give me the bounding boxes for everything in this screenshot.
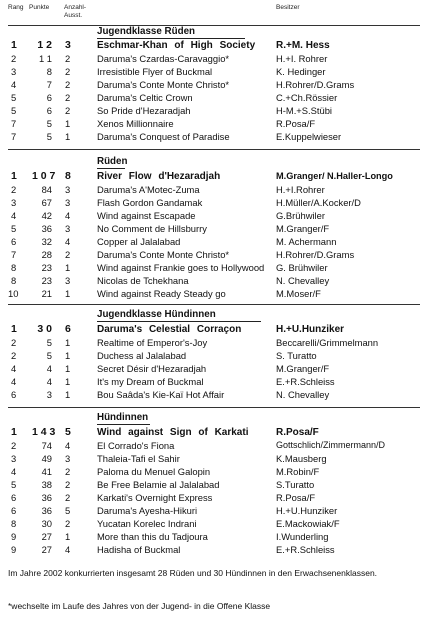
owner-cell: H.+U.Hunziker	[276, 505, 338, 516]
rang-cell: 4	[11, 363, 17, 374]
owner-cell: M.Granger/F	[276, 363, 330, 374]
table-row	[0, 362, 427, 375]
table-row	[0, 388, 427, 401]
owner-cell: M.Granger/ N.Haller-Longo	[276, 171, 393, 181]
rang-cell: 3	[11, 197, 17, 208]
owner-cell: M. Achermann	[276, 236, 337, 247]
table-row	[0, 78, 427, 91]
dog-name-cell: Karkati's Overnight Express	[97, 492, 213, 503]
anzahl-cell: 4	[65, 440, 71, 451]
owner-cell: R.Posa/F	[276, 492, 316, 503]
dog-name-cell: Duchess al Jalalabad	[97, 350, 187, 361]
table-row	[0, 336, 427, 349]
punkte-cell: 36	[41, 223, 52, 234]
rang-cell: 1	[11, 323, 17, 335]
owner-cell: M.Robin/F	[276, 466, 320, 477]
punkte-cell: 5	[46, 131, 52, 142]
punkte-cell: 27	[41, 531, 52, 542]
punkte-cell: 5	[46, 337, 52, 348]
anzahl-cell: 5	[65, 426, 71, 438]
anzahl-cell: 3	[65, 275, 71, 286]
rang-cell: 7	[11, 249, 17, 260]
anzahl-cell: 5	[65, 505, 71, 516]
dog-name-cell: Bou Saâda's Kie-Kaï Hot Affair	[97, 389, 225, 400]
owner-cell: R.Posa/F	[276, 427, 319, 438]
table-row	[0, 517, 427, 530]
table-row	[0, 183, 427, 196]
rang-cell: 7	[11, 118, 17, 129]
punkte-cell: 23	[41, 262, 52, 273]
section-underline	[97, 424, 150, 425]
owner-cell: H.Rohrer/D.Grams	[276, 79, 355, 90]
rang-cell: 3	[11, 66, 17, 77]
dog-name-cell: Wind against Ready Steady go	[97, 288, 226, 299]
dog-name-cell: Daruma's Ayesha-Hikuri	[97, 505, 198, 516]
punkte-cell: 21	[41, 288, 52, 299]
rang-cell: 4	[11, 210, 17, 221]
punkte-cell: 32	[41, 236, 52, 247]
dog-name-cell: Daruma's Conte Monte Christo*	[97, 79, 230, 90]
dog-name-cell: River Flow d'Hezaradjah	[97, 171, 221, 182]
rang-cell: 10	[8, 288, 19, 299]
dog-name-cell: Wind against Sign of Karkati	[97, 427, 249, 438]
punkte-cell: 6	[46, 105, 52, 116]
punkte-cell: 36	[41, 505, 52, 516]
table-row	[0, 91, 427, 104]
table-row	[0, 261, 427, 274]
table-row	[0, 375, 427, 388]
anzahl-cell: 4	[65, 210, 71, 221]
owner-cell: I.Wunderling	[276, 531, 329, 542]
anzahl-cell: 2	[65, 479, 71, 490]
owner-cell: Gottschlich/Zimmermann/D	[276, 440, 386, 450]
dog-name-cell: Daruma's Celtic Crown	[97, 92, 193, 103]
rang-cell: 1	[11, 426, 17, 438]
punkte-cell: 1 2	[37, 39, 52, 51]
section-divider	[8, 149, 420, 150]
table-row	[0, 530, 427, 543]
dog-name-cell: Nicolas de Tchekhana	[97, 275, 189, 286]
table-row	[0, 491, 427, 504]
anzahl-cell: 2	[65, 466, 71, 477]
owner-cell: K. Hedinger	[276, 66, 326, 77]
dog-name-cell: Daruma's A'Motec-Zuma	[97, 184, 200, 195]
dog-name-cell: Eschmar-Khan of High Society	[97, 40, 256, 51]
punkte-cell: 1 4 3	[32, 426, 56, 438]
punkte-cell: 36	[41, 492, 52, 503]
anzahl-cell: 8	[65, 170, 71, 182]
owner-cell: E.Mackowiak/F	[276, 518, 340, 529]
rang-cell: 8	[11, 518, 17, 529]
table-row	[0, 170, 427, 183]
anzahl-cell: 1	[65, 376, 71, 387]
dog-name-cell: Paloma du Menuel Galopin	[97, 466, 211, 477]
footnote: *wechselte im Laufe des Jahres von der Jugend- in die Offene Klasse	[8, 601, 271, 611]
table-row	[0, 65, 427, 78]
punkte-cell: 1 1	[38, 53, 52, 64]
anzahl-cell: 2	[65, 105, 71, 116]
table-row	[0, 543, 427, 556]
table-row	[0, 274, 427, 287]
punkte-cell: 23	[41, 275, 52, 286]
rang-cell: 6	[11, 236, 17, 247]
table-row	[0, 478, 427, 491]
owner-cell: H.+U.Hunziker	[276, 324, 345, 335]
rang-cell: 8	[11, 275, 17, 286]
rang-cell: 6	[11, 492, 17, 503]
table-row	[0, 222, 427, 235]
table-row	[0, 287, 427, 300]
dog-name-cell: Wind against Escapade	[97, 210, 196, 221]
dog-name-cell: El Corrado's Fiona	[97, 440, 175, 451]
punkte-cell: 84	[41, 184, 52, 195]
rang-cell: 9	[11, 531, 17, 542]
section-divider	[8, 304, 420, 305]
dog-name-cell: Realtime of Emperor's-Joy	[97, 337, 208, 348]
table-row	[0, 439, 427, 452]
anzahl-cell: 2	[65, 518, 71, 529]
owner-cell: S.Turatto	[276, 479, 315, 490]
table-row	[0, 235, 427, 248]
punkte-cell: 1 0 7	[32, 170, 56, 182]
dog-name-cell: Hadisha of Buckmal	[97, 544, 181, 555]
owner-cell: G.Brühwiler	[276, 210, 325, 221]
header-besitzer: Besitzer	[276, 4, 300, 11]
anzahl-cell: 1	[65, 262, 71, 273]
rang-cell: 7	[11, 131, 17, 142]
owner-cell: H.+I. Rohrer	[276, 53, 328, 64]
rang-cell: 4	[11, 376, 17, 387]
punkte-cell: 38	[41, 479, 52, 490]
table-row	[0, 323, 427, 336]
anzahl-cell: 2	[65, 249, 71, 260]
punkte-cell: 27	[41, 544, 52, 555]
rang-cell: 1	[11, 39, 17, 51]
rang-cell: 6	[11, 389, 17, 400]
table-row	[0, 209, 427, 222]
owner-cell: R.+M. Hess	[276, 40, 330, 51]
dog-name-cell: Secret Désir d'Hezaradjah	[97, 363, 207, 374]
anzahl-cell: 1	[65, 363, 71, 374]
header-rang: Rang	[8, 4, 24, 11]
section-underline	[97, 321, 261, 322]
rang-cell: 5	[11, 223, 17, 234]
header-punkte: Punkte	[29, 4, 50, 11]
owner-cell: M.Granger/F	[276, 223, 330, 234]
owner-cell: N. Chevalley	[276, 389, 330, 400]
table-row	[0, 465, 427, 478]
anzahl-cell: 3	[65, 184, 71, 195]
rang-cell: 9	[11, 544, 17, 555]
punkte-cell: 42	[41, 210, 52, 221]
punkte-cell: 4	[46, 376, 52, 387]
owner-cell: C.+Ch.Rössier	[276, 92, 338, 103]
owner-cell: M.Moser/F	[276, 288, 321, 299]
rang-cell: 2	[11, 337, 17, 348]
anzahl-cell: 2	[65, 92, 71, 103]
dog-name-cell: So Pride d'Hezaradjah	[97, 105, 191, 116]
dog-name-cell: Thaleia-Tafi el Sahir	[97, 453, 180, 464]
owner-cell: E.+R.Schleiss	[276, 376, 335, 387]
rang-cell: 6	[11, 505, 17, 516]
punkte-cell: 74	[41, 440, 52, 451]
anzahl-cell: 3	[65, 197, 71, 208]
owner-cell: E.Kuppelwieser	[276, 131, 342, 142]
punkte-cell: 30	[41, 518, 52, 529]
section-underline	[97, 168, 125, 169]
rang-cell: 2	[11, 53, 17, 64]
table-row	[0, 117, 427, 130]
table-row	[0, 39, 427, 52]
rang-cell: 2	[11, 184, 17, 195]
rang-cell: 2	[11, 440, 17, 451]
dog-name-cell: Flash Gordon Gandamak	[97, 197, 203, 208]
owner-cell: E.+R.Schleiss	[276, 544, 335, 555]
anzahl-cell: 4	[65, 236, 71, 247]
owner-cell: H.Rohrer/D.Grams	[276, 249, 355, 260]
table-row	[0, 196, 427, 209]
punkte-cell: 28	[41, 249, 52, 260]
dog-name-cell: Xenos Millionnaire	[97, 118, 174, 129]
rang-cell: 4	[11, 79, 17, 90]
owner-cell: G. Brühwiler	[276, 262, 328, 273]
table-row	[0, 248, 427, 261]
owner-cell: H.Müller/A.Kocker/D	[276, 197, 361, 208]
table-row	[0, 349, 427, 362]
anzahl-cell: 1	[65, 350, 71, 361]
punkte-cell: 3 0	[37, 323, 52, 335]
punkte-cell: 5	[46, 350, 52, 361]
anzahl-cell: 1	[65, 389, 71, 400]
dog-name-cell: Daruma's Conte Monte Christo*	[97, 249, 230, 260]
owner-cell: Beccarelli/Grimmelmann	[276, 337, 379, 348]
dog-name-cell: Be Free Belamie al Jalalabad	[97, 479, 220, 490]
anzahl-cell: 4	[65, 544, 71, 555]
table-row	[0, 52, 427, 65]
owner-cell: H.+I.Rohrer	[276, 184, 325, 195]
header-ausst: Ausst.	[64, 12, 83, 19]
section-title: Hündinnen	[97, 412, 149, 423]
owner-cell: S. Turatto	[276, 350, 317, 361]
punkte-cell: 8	[46, 66, 52, 77]
dog-name-cell: Wind against Frankie goes to Hollywood	[97, 262, 265, 273]
rang-cell: 5	[11, 479, 17, 490]
punkte-cell: 49	[41, 453, 52, 464]
section-title: Rüden	[97, 156, 128, 167]
table-row	[0, 504, 427, 517]
anzahl-cell: 1	[65, 531, 71, 542]
anzahl-cell: 3	[65, 223, 71, 234]
punkte-cell: 5	[46, 118, 52, 129]
rang-cell: 5	[11, 92, 17, 103]
anzahl-cell: 1	[65, 131, 71, 142]
summary-text: Im Jahre 2002 konkurrierten insgesamt 28 Rüden und 30 Hündinnen in den Erwachsenenklassen.	[8, 568, 378, 578]
table-row	[0, 426, 427, 439]
section-divider	[8, 25, 420, 26]
dog-name-cell: More than this du Tadjoura	[97, 531, 208, 542]
anzahl-cell: 1	[65, 337, 71, 348]
section-title: Jugendklasse Rüden	[97, 26, 195, 37]
dog-name-cell: It's my Dream of Buckmal	[97, 376, 204, 387]
rang-cell: 2	[11, 350, 17, 361]
rang-cell: 1	[11, 170, 17, 182]
anzahl-cell: 2	[65, 492, 71, 503]
anzahl-cell: 3	[65, 453, 71, 464]
punkte-cell: 67	[41, 197, 52, 208]
header-anzahl: Anzahl-	[64, 4, 87, 11]
dog-name-cell: Copper al Jalalabad	[97, 236, 181, 247]
owner-cell: K.Mausberg	[276, 453, 327, 464]
rang-cell: 3	[11, 453, 17, 464]
dog-name-cell: Daruma's Celestial Corraçon	[97, 324, 242, 335]
rang-cell: 4	[11, 466, 17, 477]
punkte-cell: 41	[41, 466, 52, 477]
anzahl-cell: 3	[65, 39, 71, 51]
table-row	[0, 452, 427, 465]
rang-cell: 5	[11, 105, 17, 116]
table-row	[0, 104, 427, 117]
owner-cell: N. Chevalley	[276, 275, 330, 286]
punkte-cell: 4	[46, 363, 52, 374]
punkte-cell: 3	[46, 389, 52, 400]
dog-name-cell: Daruma's Conquest of Paradise	[97, 131, 230, 142]
table-row	[0, 130, 427, 143]
anzahl-cell: 2	[65, 79, 71, 90]
owner-cell: R.Posa/F	[276, 118, 316, 129]
anzahl-cell: 1	[65, 288, 71, 299]
owner-cell: H-M.+S.Stübi	[276, 105, 333, 116]
anzahl-cell: 2	[65, 53, 71, 64]
dog-name-cell: Yucatan Korelec Indrani	[97, 518, 197, 529]
anzahl-cell: 1	[65, 118, 71, 129]
anzahl-cell: 6	[65, 323, 71, 335]
punkte-cell: 6	[46, 92, 52, 103]
anzahl-cell: 2	[65, 66, 71, 77]
dog-name-cell: Irresistible Flyer of Buckmal	[97, 66, 213, 77]
dog-name-cell: No Comment de Hillsburry	[97, 223, 207, 234]
rang-cell: 8	[11, 262, 17, 273]
section-divider	[8, 407, 420, 408]
section-title: Jugendklasse Hündinnen	[97, 309, 216, 320]
punkte-cell: 7	[46, 79, 52, 90]
dog-name-cell: Daruma's Czardas-Caravaggio*	[97, 53, 230, 64]
